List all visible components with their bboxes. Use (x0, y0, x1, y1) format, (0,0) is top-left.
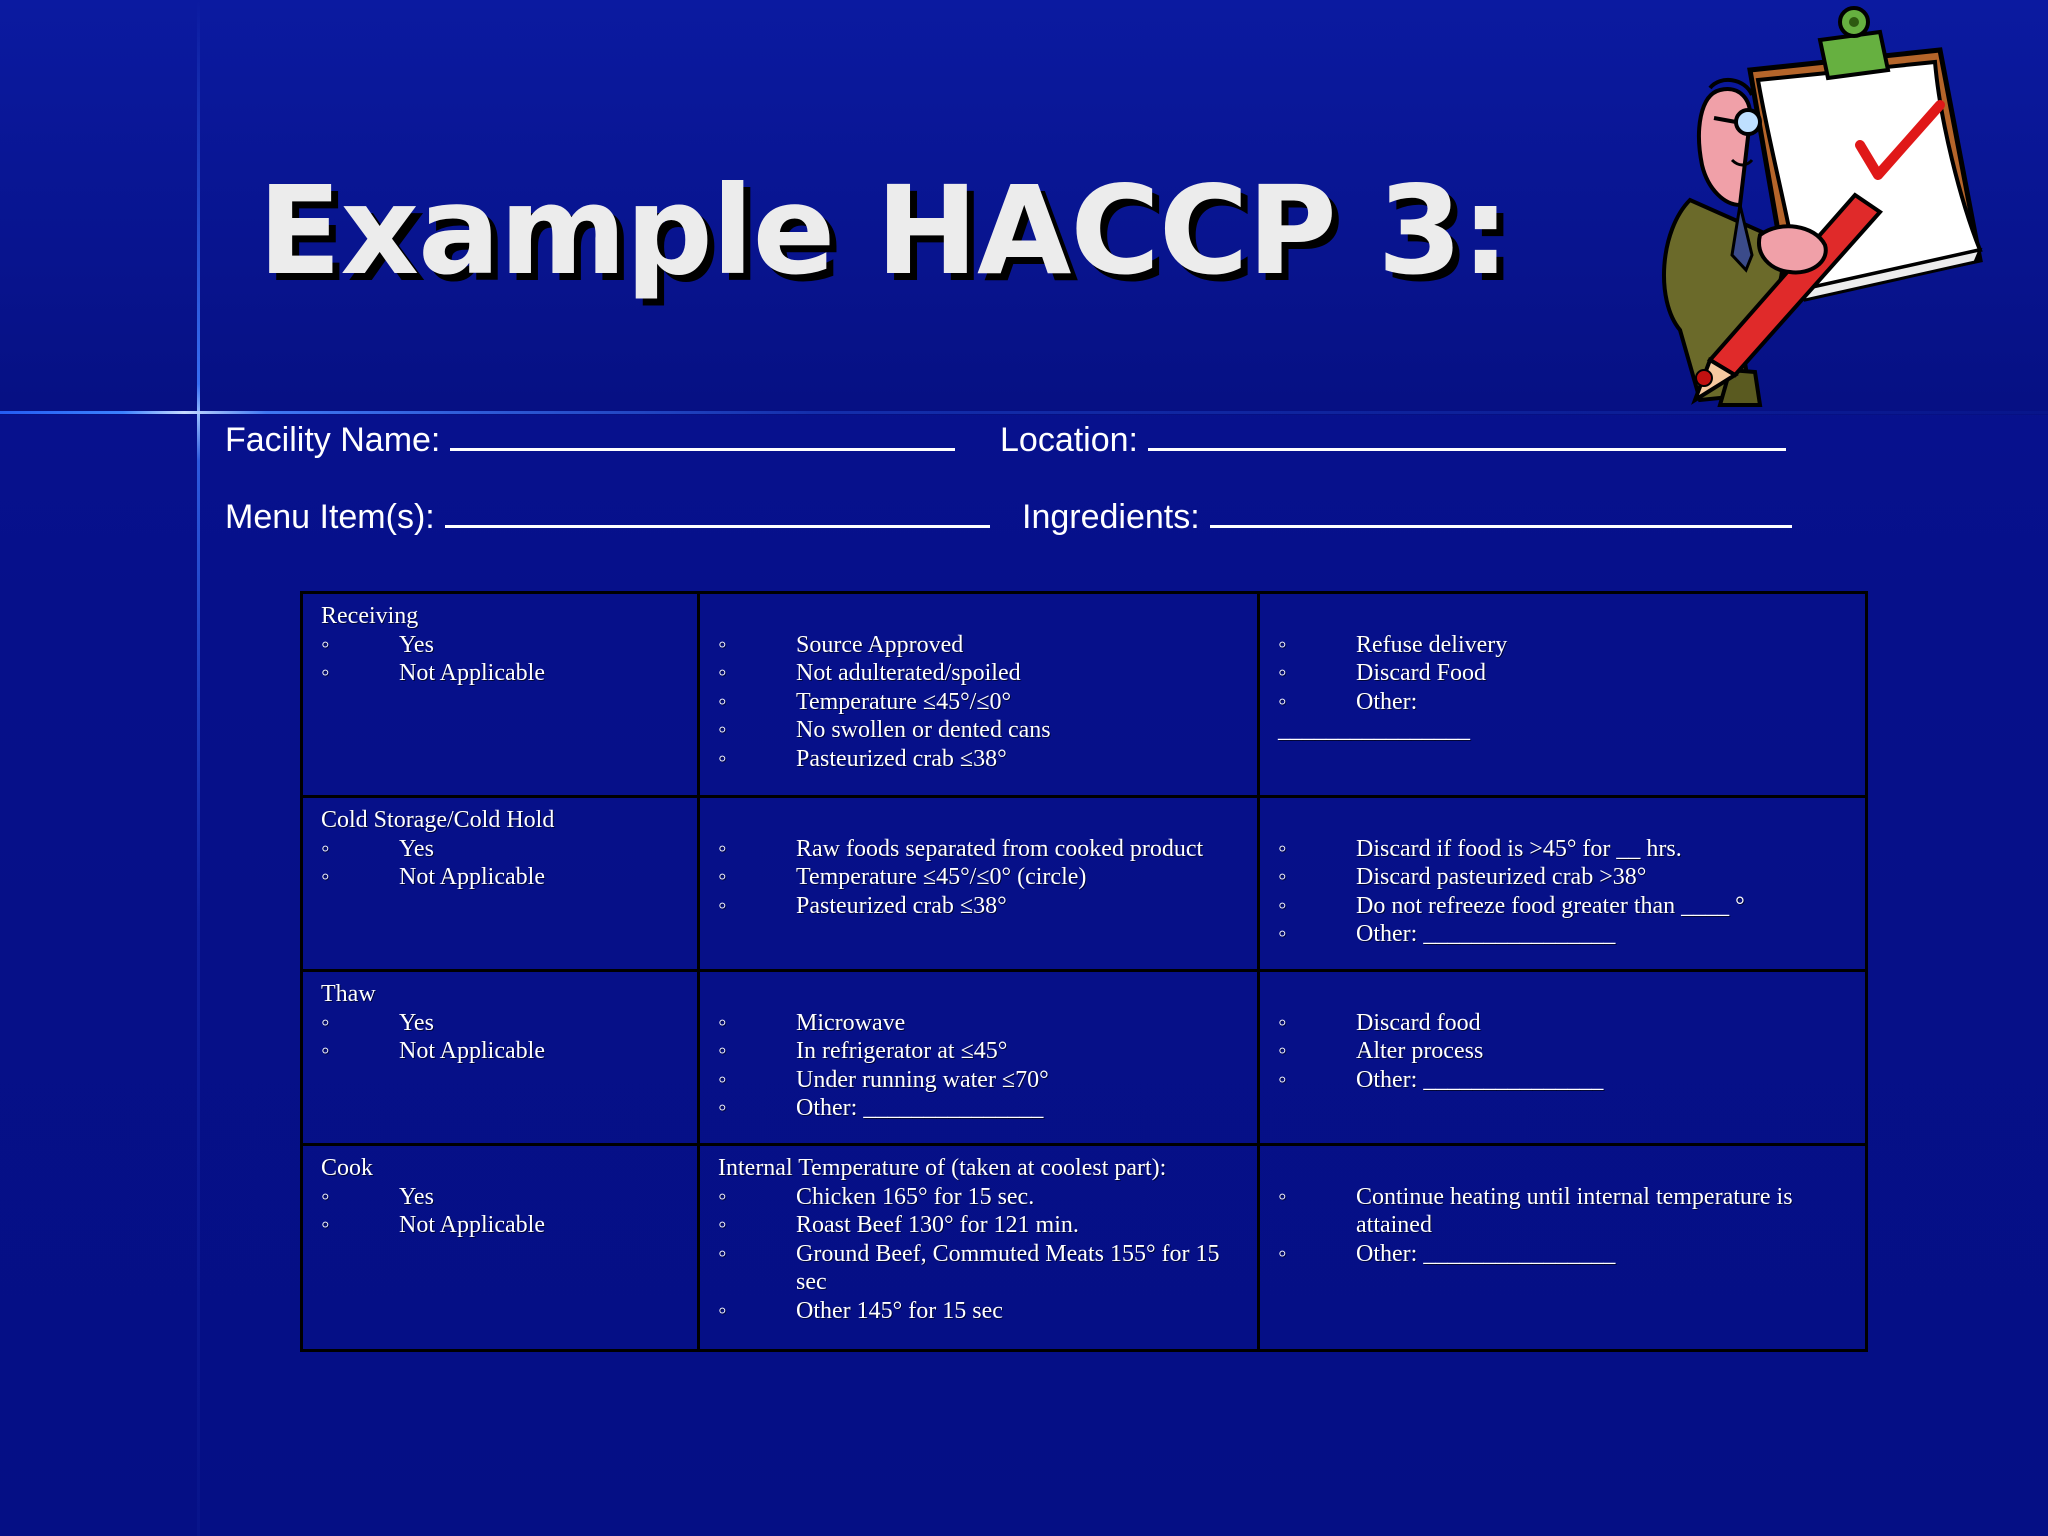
applicability-option[interactable]: ◦ Yes (321, 1183, 679, 1212)
criteria-option[interactable]: ◦ In refrigerator at ≤45° (718, 1037, 1239, 1066)
haccp-row (302, 971, 1867, 1145)
applicability-option[interactable]: ◦ Yes (321, 835, 679, 864)
criteria-option[interactable]: ◦ Chicken 165° for 15 sec. (718, 1183, 1239, 1212)
action-option[interactable]: ◦ Discard if food is >45° for __ hrs. (1278, 835, 1847, 864)
facility-name-blank[interactable] (450, 418, 955, 451)
applicability-list (321, 1183, 679, 1240)
criteria-option[interactable]: ◦ Raw foods separated from cooked product (718, 835, 1239, 864)
menu-items-blank[interactable] (445, 495, 990, 528)
action-other-blank[interactable]: ________________ (1278, 717, 1470, 743)
applicability-option[interactable]: ◦ Not Applicable (321, 863, 679, 892)
criteria-option[interactable]: ◦ No swollen or dented cans (718, 716, 1239, 745)
action-option[interactable]: ◦ Discard pasteurized crab >38° (1278, 863, 1847, 892)
criteria-option[interactable]: ◦ Source Approved (718, 631, 1239, 660)
haccp-row (302, 1145, 1867, 1351)
criteria-option[interactable]: ◦ Pasteurized crab ≤38° (718, 745, 1239, 774)
action-spacer (1278, 1154, 1847, 1183)
action-option[interactable]: ◦ Do not refreeze food greater than ____ ° (1278, 892, 1847, 921)
step-title: Receiving (321, 603, 419, 629)
action-option[interactable]: ◦ Refuse delivery (1278, 631, 1847, 660)
step-title: Cold Storage/Cold Hold (321, 807, 555, 833)
location-label: Location: (1000, 421, 1138, 459)
step-cell (302, 1145, 699, 1351)
action-option[interactable]: ◦ Alter process (1278, 1037, 1847, 1066)
criteria-option[interactable]: ◦ Temperature ≤45°/≤0° (circle) (718, 863, 1239, 892)
action-list (1278, 1183, 1847, 1269)
criteria-list (718, 835, 1239, 921)
action-list (1278, 631, 1847, 717)
action-option[interactable]: ◦ Continue heating until internal temperature is attained (1278, 1183, 1847, 1240)
criteria-list (718, 631, 1239, 774)
criteria-cell (699, 797, 1259, 971)
facility-field (225, 418, 955, 460)
criteria-cell (699, 1145, 1259, 1351)
action-option[interactable]: ◦ Discard food (1278, 1009, 1847, 1038)
decorative-horizontal-line (0, 411, 2048, 414)
criteria-option[interactable]: ◦ Pasteurized crab ≤38° (718, 892, 1239, 921)
criteria-header (718, 980, 1239, 1009)
criteria-option[interactable]: ◦ Ground Beef, Commuted Meats 155° for 15 sec (718, 1240, 1239, 1297)
action-spacer (1278, 980, 1847, 1009)
action-option[interactable]: ◦ Other: ________________ (1278, 1240, 1847, 1269)
applicability-option[interactable]: ◦ Yes (321, 1009, 679, 1038)
action-option[interactable]: ◦ Other: ________________ (1278, 920, 1847, 949)
applicability-option[interactable]: ◦ Yes (321, 631, 679, 660)
criteria-header (718, 806, 1239, 835)
ingredients-blank[interactable] (1210, 495, 1792, 528)
step-cell (302, 797, 699, 971)
criteria-cell (699, 971, 1259, 1145)
corrective-action-cell (1259, 971, 1867, 1145)
criteria-option[interactable]: ◦ Microwave (718, 1009, 1239, 1038)
haccp-table-body (302, 593, 1867, 1351)
action-option[interactable]: ◦ Discard Food (1278, 659, 1847, 688)
applicability-list (321, 1009, 679, 1066)
ingredients-label: Ingredients: (1022, 498, 1200, 536)
criteria-header: Internal Temperature of (taken at coolest part): (718, 1155, 1167, 1181)
applicability-option[interactable]: ◦ Not Applicable (321, 659, 679, 688)
action-spacer (1278, 806, 1847, 835)
applicability-list (321, 835, 679, 892)
applicability-option[interactable]: ◦ Not Applicable (321, 1037, 679, 1066)
criteria-list (718, 1183, 1239, 1326)
action-list (1278, 1009, 1847, 1095)
corrective-action-cell (1259, 797, 1867, 971)
location-blank[interactable] (1148, 418, 1786, 451)
menu-field (225, 495, 990, 537)
criteria-option[interactable]: ◦ Not adulterated/spoiled (718, 659, 1239, 688)
criteria-cell (699, 593, 1259, 797)
action-option[interactable]: ◦ Other: (1278, 688, 1847, 717)
haccp-row (302, 797, 1867, 971)
step-cell (302, 971, 699, 1145)
corrective-action-cell (1259, 1145, 1867, 1351)
criteria-option[interactable]: ◦ Other 145° for 15 sec (718, 1297, 1239, 1326)
criteria-option[interactable]: ◦ Under running water ≤70° (718, 1066, 1239, 1095)
applicability-list (321, 631, 679, 688)
step-title: Cook (321, 1155, 374, 1181)
facility-label: Facility Name: (225, 421, 441, 459)
location-field (1000, 418, 1786, 460)
haccp-row (302, 593, 1867, 797)
criteria-header (718, 602, 1239, 631)
decorative-vertical-line (197, 0, 200, 1536)
corrective-action-cell (1259, 593, 1867, 797)
criteria-list (718, 1009, 1239, 1123)
applicability-option[interactable]: ◦ Not Applicable (321, 1211, 679, 1240)
haccp-table (300, 591, 1868, 1352)
businessman-with-clipboard-and-red-pencil-icon (1640, 0, 2000, 410)
action-list (1278, 835, 1847, 949)
ingredients-field (1022, 495, 1792, 537)
action-spacer (1278, 602, 1847, 631)
step-cell (302, 593, 699, 797)
criteria-option[interactable]: ◦ Other: _______________ (718, 1094, 1239, 1123)
criteria-option[interactable]: ◦ Roast Beef 130° for 121 min. (718, 1211, 1239, 1240)
action-option[interactable]: ◦ Other: _______________ (1278, 1066, 1847, 1095)
slide-title: Example HACCP 3: (258, 160, 1510, 302)
menu-items-label: Menu Item(s): (225, 498, 435, 536)
step-title: Thaw (321, 981, 376, 1007)
criteria-option[interactable]: ◦ Temperature ≤45°/≤0° (718, 688, 1239, 717)
